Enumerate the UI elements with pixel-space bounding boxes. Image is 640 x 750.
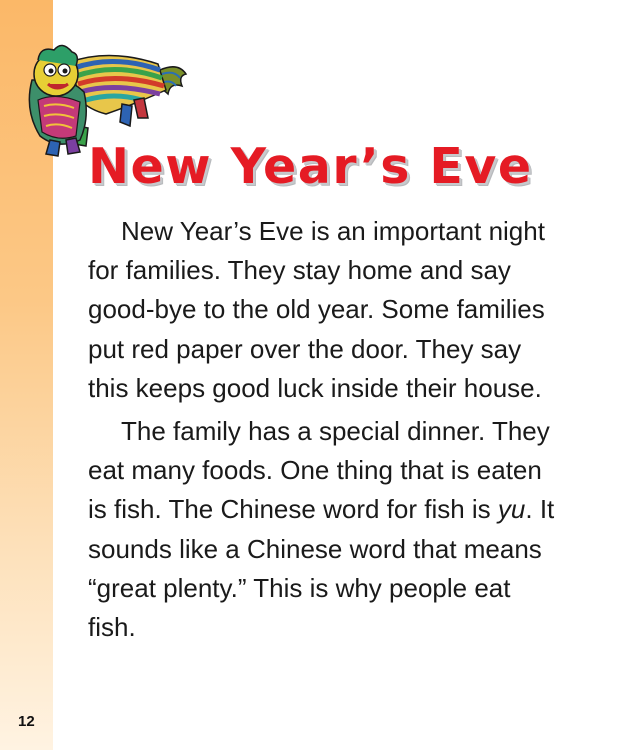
paragraph-2 — [88, 412, 558, 647]
paragraph-2-part-1: The family has a special dinner. They eat many foods. One thing that is eaten is fish. The Chinese word for fish is — [88, 416, 550, 525]
chinese-word-yu: yu — [497, 494, 526, 525]
page-title: New Year’s Eve — [88, 138, 533, 195]
paragraph-2-part-2: . It sounds like a Chinese word that means “great plenty.” This is why people eat fish. — [88, 494, 555, 643]
story-text — [88, 212, 558, 647]
paragraph-1: New Year’s Eve is an important night for families. They stay home and say good-bye to the old year. Some families put red paper over the door. They say this keeps good luck inside their house. — [88, 216, 545, 403]
page-number: 12 — [18, 713, 35, 730]
